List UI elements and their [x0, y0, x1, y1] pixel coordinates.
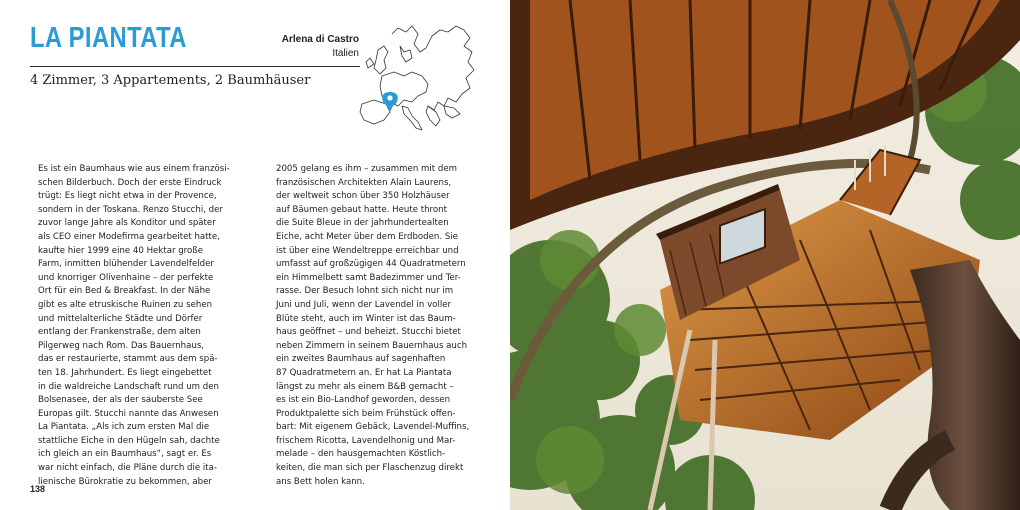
body-text-line: umfasst auf großzügigen 44 Quadratmetern — [276, 259, 466, 270]
europe-map-icon — [352, 22, 478, 140]
photo-illustration — [510, 0, 1020, 510]
body-column-2 — [276, 163, 498, 489]
body-text-line: neben Zimmern in seinem Bauernhaus auch — [276, 340, 468, 351]
body-text-line: schen Bilderbuch. Doch der erste Eindruck — [38, 177, 222, 188]
body-text-line: in die waldreiche Landschaft rund um den — [38, 381, 219, 392]
body-text-line: Pilgerweg nach Rom. Das Bauernhaus, — [38, 340, 205, 351]
location-place: Arlena di Castro — [281, 34, 359, 45]
body-text-line: als CEO einer Modefirma gearbeitet hatte, — [38, 231, 220, 242]
body-text-line: das er restaurierte, stammt aus dem spä- — [38, 354, 218, 365]
body-text-line: französischen Architekten Alain Laurens, — [276, 177, 452, 188]
body-text-line: die Suite Bleue in der jahrhundertealten — [276, 218, 449, 229]
body-text-line: der weltweit schon über 350 Holzhäuser — [276, 191, 450, 202]
body-text-line: Blüte steht, auch im Winter ist das Baum- — [276, 313, 456, 324]
body-text-line: Produktpalette sich beim Frühstück offen- — [276, 408, 456, 419]
body-text-line: es ist ein Bio-Landhof geworden, dessen — [276, 395, 451, 406]
body-text-line: keiten, die man sich per Flaschenzug direkt — [276, 463, 464, 474]
body-text-line: ten 18. Jahrhundert. Es liegt eingebettet — [38, 367, 212, 378]
body-text-line: Farm, inmitten blühender Lavendelfelder — [38, 259, 214, 270]
body-text-line: gibt es alte etruskische Ruinen zu sehen — [38, 299, 213, 310]
body-text-line: Bolsenasee, der als der sauberste See — [38, 395, 203, 406]
body-text-line: frischem Ricotta, Lavendelhonig und Mar- — [276, 435, 456, 446]
body-text-line: war nicht einfach, die Pläne durch die ita- — [38, 463, 218, 474]
body-text-line: auf Bäumen gebaut hatte. Heute thront — [276, 204, 447, 215]
body-text-line: Eiche, acht Meter über dem Erdboden. Sie — [276, 231, 458, 242]
location-country: Italien — [332, 48, 359, 59]
body-column-1 — [38, 163, 260, 489]
body-paragraph-2 — [276, 163, 498, 489]
body-text-line: und knorriger Olivenhaine – der perfekte — [38, 272, 214, 283]
body-text-line: sondern in der Toskana. Renzo Stucchi, der — [38, 204, 223, 215]
body-text-line: entlang der Frankenstraße, dem alten — [38, 327, 201, 338]
body-text-line: zuvor lange Jahre als Konditor und später — [38, 218, 216, 229]
treehouse-photo — [510, 0, 1020, 510]
body-text-line: rasse. Der Besuch lohnt sich nicht nur im — [276, 286, 454, 297]
location-pin-icon — [382, 92, 397, 112]
body-text-line: bart: Mit eigenem Gebäck, Lavendel-Muffins, — [276, 422, 470, 433]
title-divider — [30, 66, 360, 67]
body-text-line: 87 Quadratmetern an. Er hat La Piantata — [276, 367, 452, 378]
body-text-line: kaufte hier 1999 eine 40 Hektar große — [38, 245, 203, 256]
page-number: 138 — [30, 484, 46, 494]
body-text-line: längst zu mehr als einem B&B gemacht – — [276, 381, 454, 392]
body-text-line: ein zweites Baumhaus auf sagenhaften — [276, 354, 446, 365]
body-text-line: trügt: Es liegt nicht etwa in der Provence, — [38, 191, 217, 202]
body-text-line: lienische Bürokratie zu bekommen, aber — [38, 476, 212, 487]
body-text-line: Europas gilt. Stucchi nannte das Anwesen — [38, 408, 219, 419]
page-subtitle: 4 Zimmer, 3 Appartements, 2 Baumhäuser — [30, 73, 311, 88]
body-text-line: La Piantata. „Als ich zum ersten Mal die — [38, 422, 210, 433]
body-text-line: stattliche Eiche in den Hügeln sah, dachte — [38, 435, 220, 446]
body-text-line: ist über eine Wendeltreppe erreichbar und — [276, 245, 459, 256]
body-text-line: und mittelalterliche Städte und Dörfer — [38, 313, 203, 324]
body-text-line: melade – den hausgemachten Köstlich- — [276, 449, 446, 460]
body-text-line: 2005 gelang es ihm – zusammen mit dem — [276, 164, 457, 174]
body-text-line: ans Bett holen kann. — [276, 476, 365, 487]
body-text-line: ein Himmelbett samt Badezimmer und Ter- — [276, 272, 461, 283]
body-text-line: haus geöffnet – und beheizt. Stucchi bietet — [276, 327, 461, 338]
body-text-line: Juni und Juli, wenn der Lavendel in voller — [276, 299, 452, 310]
body-text-line: Es ist ein Baumhaus wie aus einem französi- — [38, 164, 230, 174]
body-paragraph-1 — [38, 163, 260, 489]
body-text-line: Ort für ein Bed & Breakfast. In der Nähe — [38, 286, 211, 297]
page-title: LA PIANTATA — [30, 22, 187, 54]
location-label — [282, 33, 359, 61]
body-text-line: ich gleich an ein Baumhaus“, sagt er. Es — [38, 449, 212, 460]
